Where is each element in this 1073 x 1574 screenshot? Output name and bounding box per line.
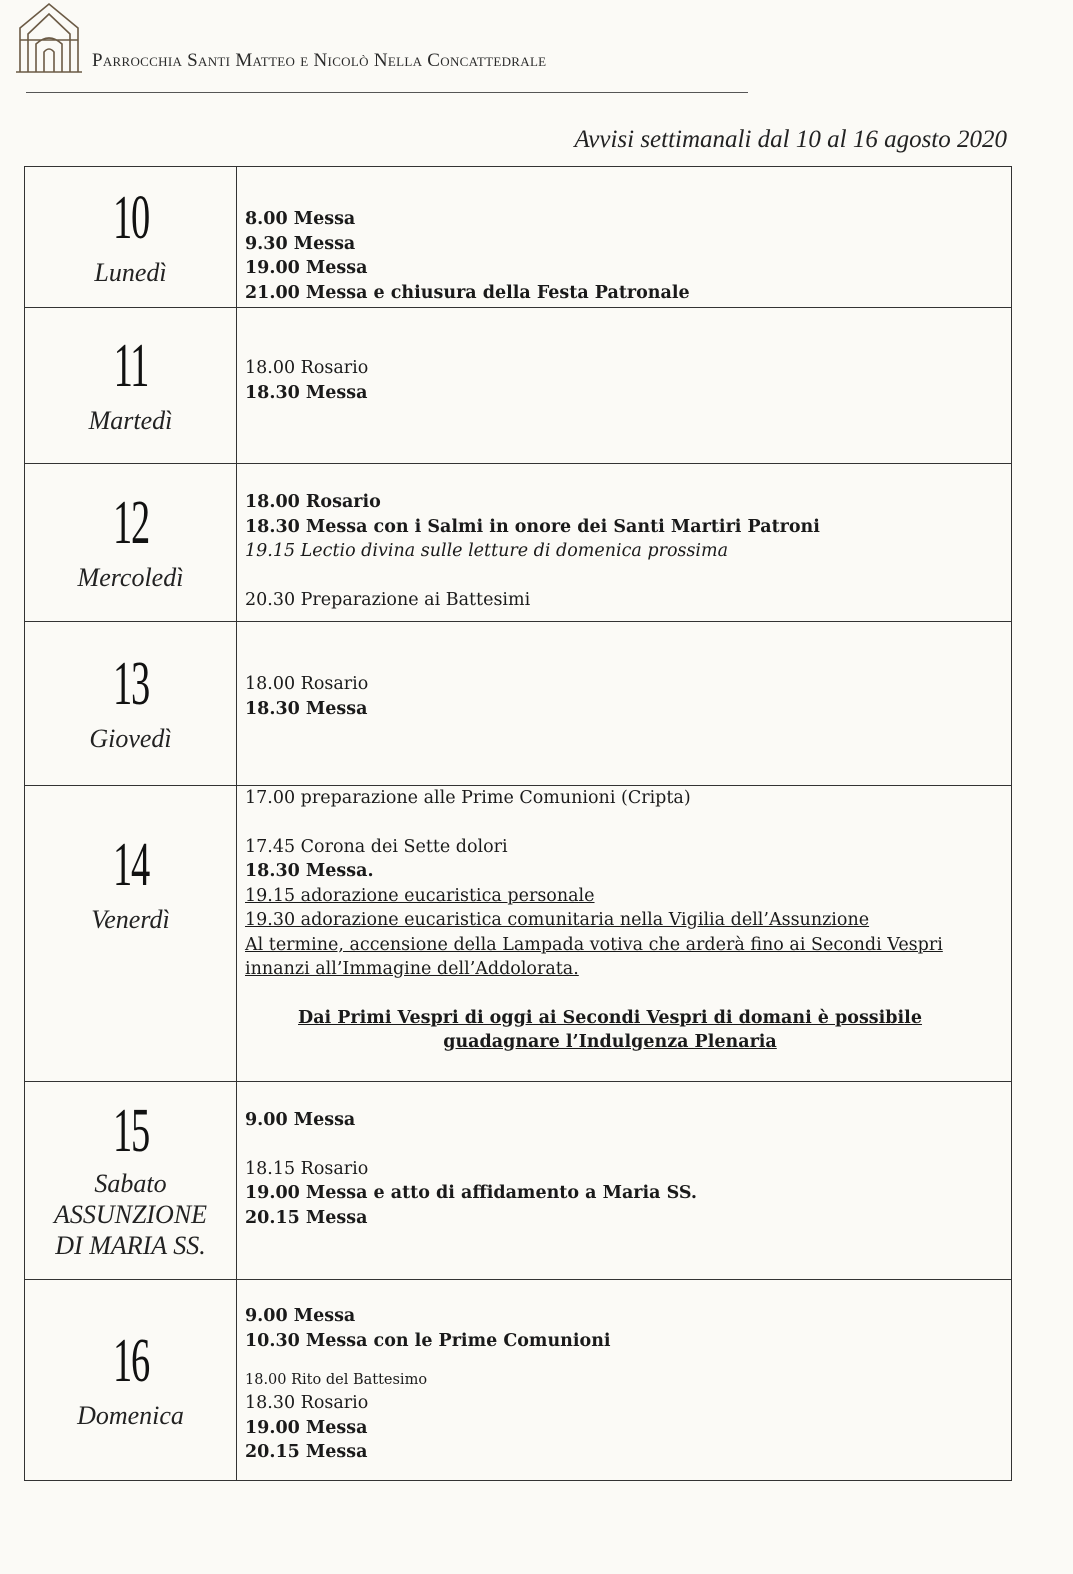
header-divider xyxy=(26,92,748,93)
events-cell xyxy=(237,1082,1011,1279)
event-line: Al termine, accensione della Lampada votiva che arderà fino ai Secondi Vespri xyxy=(245,934,943,955)
event-line: 18.00 Rito del Battesimo xyxy=(245,1372,428,1388)
event-line: 18.15 Rosario xyxy=(245,1158,369,1179)
event-line: 18.30 Messa con i Salmi in onore dei Santi Martiri Patroni xyxy=(245,516,820,537)
day-number: 12 xyxy=(112,489,149,557)
event-line: 21.00 Messa e chiusura della Festa Patronale xyxy=(245,282,690,303)
cathedral-logo-icon xyxy=(14,0,84,74)
day-name: Mercoledì xyxy=(77,563,184,592)
events-cell xyxy=(237,167,1011,307)
spacer xyxy=(245,982,1011,1006)
notice-title: Avvisi settimanali dal 10 al 16 agosto 2020 xyxy=(574,126,1007,153)
day-row-13 xyxy=(25,621,1011,785)
day-row-11 xyxy=(25,307,1011,463)
day-cell xyxy=(25,786,237,1081)
event-line: 17.00 preparazione alle Prime Comunioni (Cripta) xyxy=(245,788,691,808)
day-cell xyxy=(25,167,237,307)
day-row-15 xyxy=(25,1081,1011,1279)
event-line: 19.15 Lectio divina sulle letture di domenica prossima xyxy=(245,541,729,561)
day-cell xyxy=(25,308,237,463)
day-row-14 xyxy=(25,785,1011,1081)
event-line: 20.15 Messa xyxy=(245,1207,368,1228)
event-line: 19.15 adorazione eucaristica personale xyxy=(245,885,595,906)
event-line: 8.00 Messa xyxy=(245,209,356,229)
events-cell xyxy=(237,1280,1011,1480)
day-cell xyxy=(25,622,237,785)
event-line: innanzi all’Immagine dell’Addolorata. xyxy=(245,959,579,979)
parish-name: Parrocchia Santi Matteo e Nicolò Nella Concattedrale xyxy=(92,50,547,71)
day-name: Sabato xyxy=(94,1169,167,1198)
spacer xyxy=(245,1133,1011,1157)
spacer xyxy=(245,811,1011,835)
event-line: 19.30 adorazione eucaristica comunitaria nella Vigilia dell’Assunzione xyxy=(245,910,870,930)
day-number: 11 xyxy=(113,332,148,400)
events-cell xyxy=(237,786,1011,1081)
day-number: 15 xyxy=(112,1097,149,1165)
events-cell xyxy=(237,308,1011,463)
day-name: Lunedì xyxy=(94,257,167,287)
event-line: 9.30 Messa xyxy=(245,233,356,254)
event-line: 10.30 Messa con le Prime Comunioni xyxy=(245,1330,611,1351)
event-line: 19.00 Messa xyxy=(245,1417,368,1438)
event-line: 9.00 Messa xyxy=(245,1306,356,1326)
day-cell xyxy=(25,1082,237,1279)
event-line: 18.30 Rosario xyxy=(245,1393,369,1413)
day-number: 13 xyxy=(112,650,149,718)
event-line: 18.30 Messa xyxy=(245,382,368,403)
indulgence-notice: Dai Primi Vespri di oggi ai Secondi Vespri di domani è possibile xyxy=(298,1007,922,1028)
event-line: 18.30 Messa xyxy=(245,698,368,719)
event-line: 20.15 Messa xyxy=(245,1442,368,1462)
event-line: 9.00 Messa xyxy=(245,1110,356,1130)
event-line: 20.30 Preparazione ai Battesimi xyxy=(245,589,531,610)
event-line: 18.00 Rosario xyxy=(245,358,369,378)
event-line: 18.00 Rosario xyxy=(245,674,369,694)
day-number: 10 xyxy=(112,183,149,252)
event-line: 18.00 Rosario xyxy=(245,492,381,512)
spacer xyxy=(245,1353,1011,1369)
events-cell xyxy=(237,622,1011,785)
events-cell xyxy=(237,464,1011,621)
day-cell xyxy=(25,464,237,621)
day-row-12 xyxy=(25,463,1011,621)
day-name: Domenica xyxy=(77,1400,184,1430)
event-line: 19.00 Messa xyxy=(245,258,368,278)
event-line: 17.45 Corona dei Sette dolori xyxy=(245,836,508,857)
day-row-10 xyxy=(25,167,1011,307)
feast-name: ASSUNZIONE xyxy=(53,1200,208,1229)
day-cell xyxy=(25,1280,237,1480)
day-name: Giovedì xyxy=(89,724,172,753)
spacer xyxy=(245,564,1011,588)
weekly-schedule-table xyxy=(24,166,1012,1481)
event-line: 19.00 Messa e atto di affidamento a Maria SS. xyxy=(245,1183,697,1203)
indulgence-notice: guadagnare l’Indulgenza Plenaria xyxy=(443,1032,777,1052)
day-number: 14 xyxy=(112,831,149,899)
day-name: Martedì xyxy=(88,406,173,435)
event-line: 18.30 Messa. xyxy=(245,861,374,881)
feast-name: DI MARIA SS. xyxy=(55,1231,206,1260)
day-row-16 xyxy=(25,1279,1011,1480)
day-name: Venerdì xyxy=(91,905,170,934)
day-number: 16 xyxy=(112,1326,149,1395)
